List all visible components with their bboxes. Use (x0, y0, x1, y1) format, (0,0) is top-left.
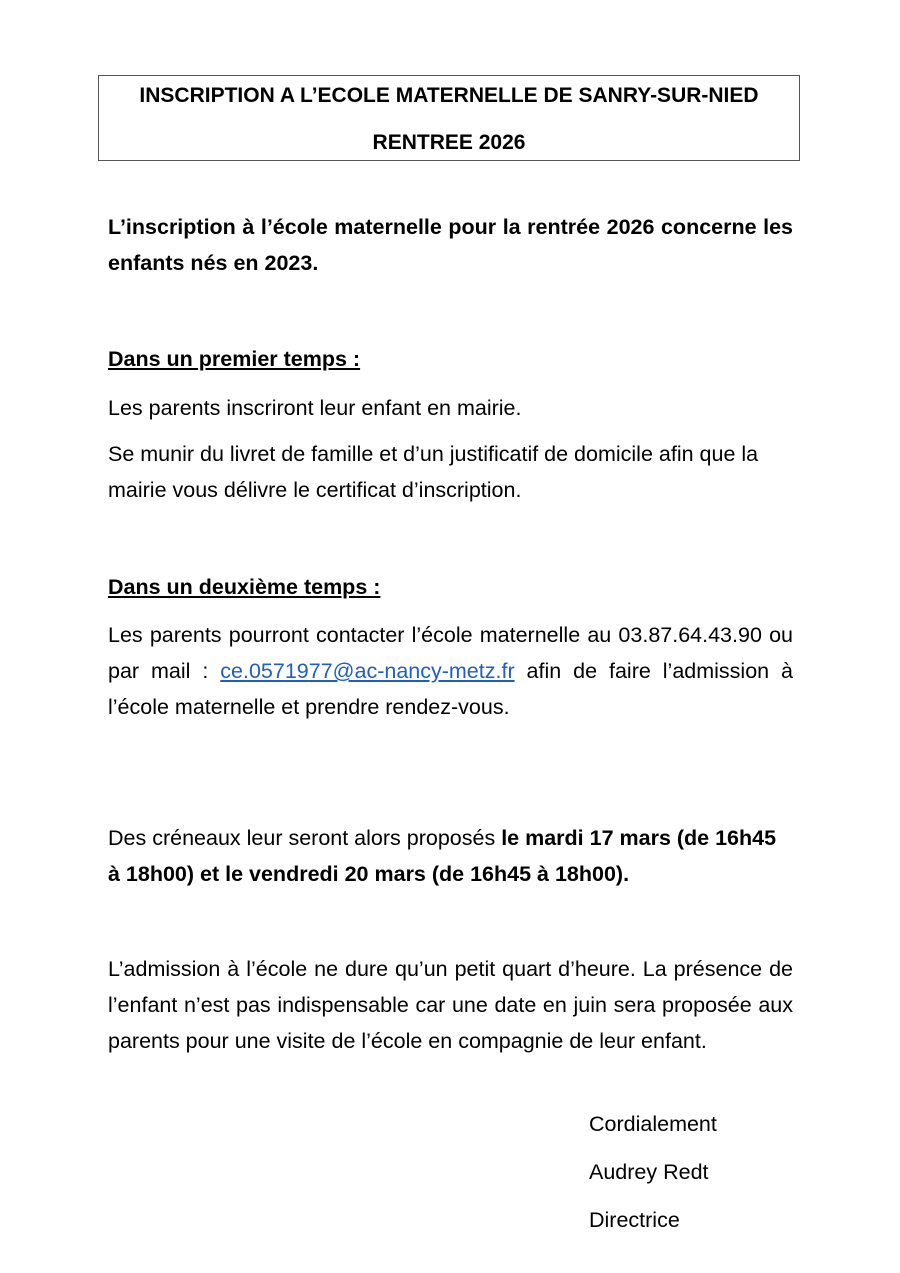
contact-text: Les parents pourront contacter l’école maternelle au 03.87.64.43.90 ou par mail : (108, 623, 793, 683)
section2-heading-wrap (108, 569, 793, 605)
slots-dates: le mardi 17 mars (de 16h45 à 18h00) et le vendredi 20 mars (de 16h45 à 18h00). (108, 826, 777, 886)
section1-paragraph-2: Se munir du livret de famille et d’un justificatif de domicile afin que la mairie vous délivre le certificat d’inscription. (108, 442, 759, 502)
signature-name: Audrey Redt (589, 1160, 709, 1184)
section1-heading-wrap (108, 341, 793, 377)
section1-paragraph-1: Les parents inscriront leur enfant en mairie. (108, 396, 522, 420)
email-link[interactable]: ce.0571977@ac-nancy-metz.fr (220, 659, 515, 683)
slots-paragraph (108, 820, 793, 892)
document-title: INSCRIPTION A L’ECOLE MATERNELLE DE SANRY-SUR-NIED (139, 84, 759, 107)
admission-text: afin de faire l’admission à l’école maternelle et prendre rendez-vous. (108, 659, 794, 719)
document-subtitle: RENTREE 2026 (372, 131, 526, 154)
section1-heading: Dans un premier temps : (108, 347, 361, 371)
slots-intro: Des créneaux leur seront alors proposés (108, 826, 502, 850)
signature-closing: Cordialement (589, 1112, 717, 1136)
section2-paragraph (108, 617, 793, 725)
intro-paragraph: L’inscription à l’école maternelle pour la rentrée 2026 concerne les enfants nés en 2023. (108, 215, 793, 275)
section2-heading: Dans un deuxième temps : (108, 575, 381, 599)
admission-paragraph: L’admission à l’école ne dure qu’un petit quart d’heure. La présence de l’enfant n’est pas indispensable car une date en juin sera proposée aux parents pour une visite de l’école en compagnie de leur enfant. (108, 957, 793, 1053)
signature-role: Directrice (589, 1208, 680, 1232)
title-box (98, 75, 800, 161)
